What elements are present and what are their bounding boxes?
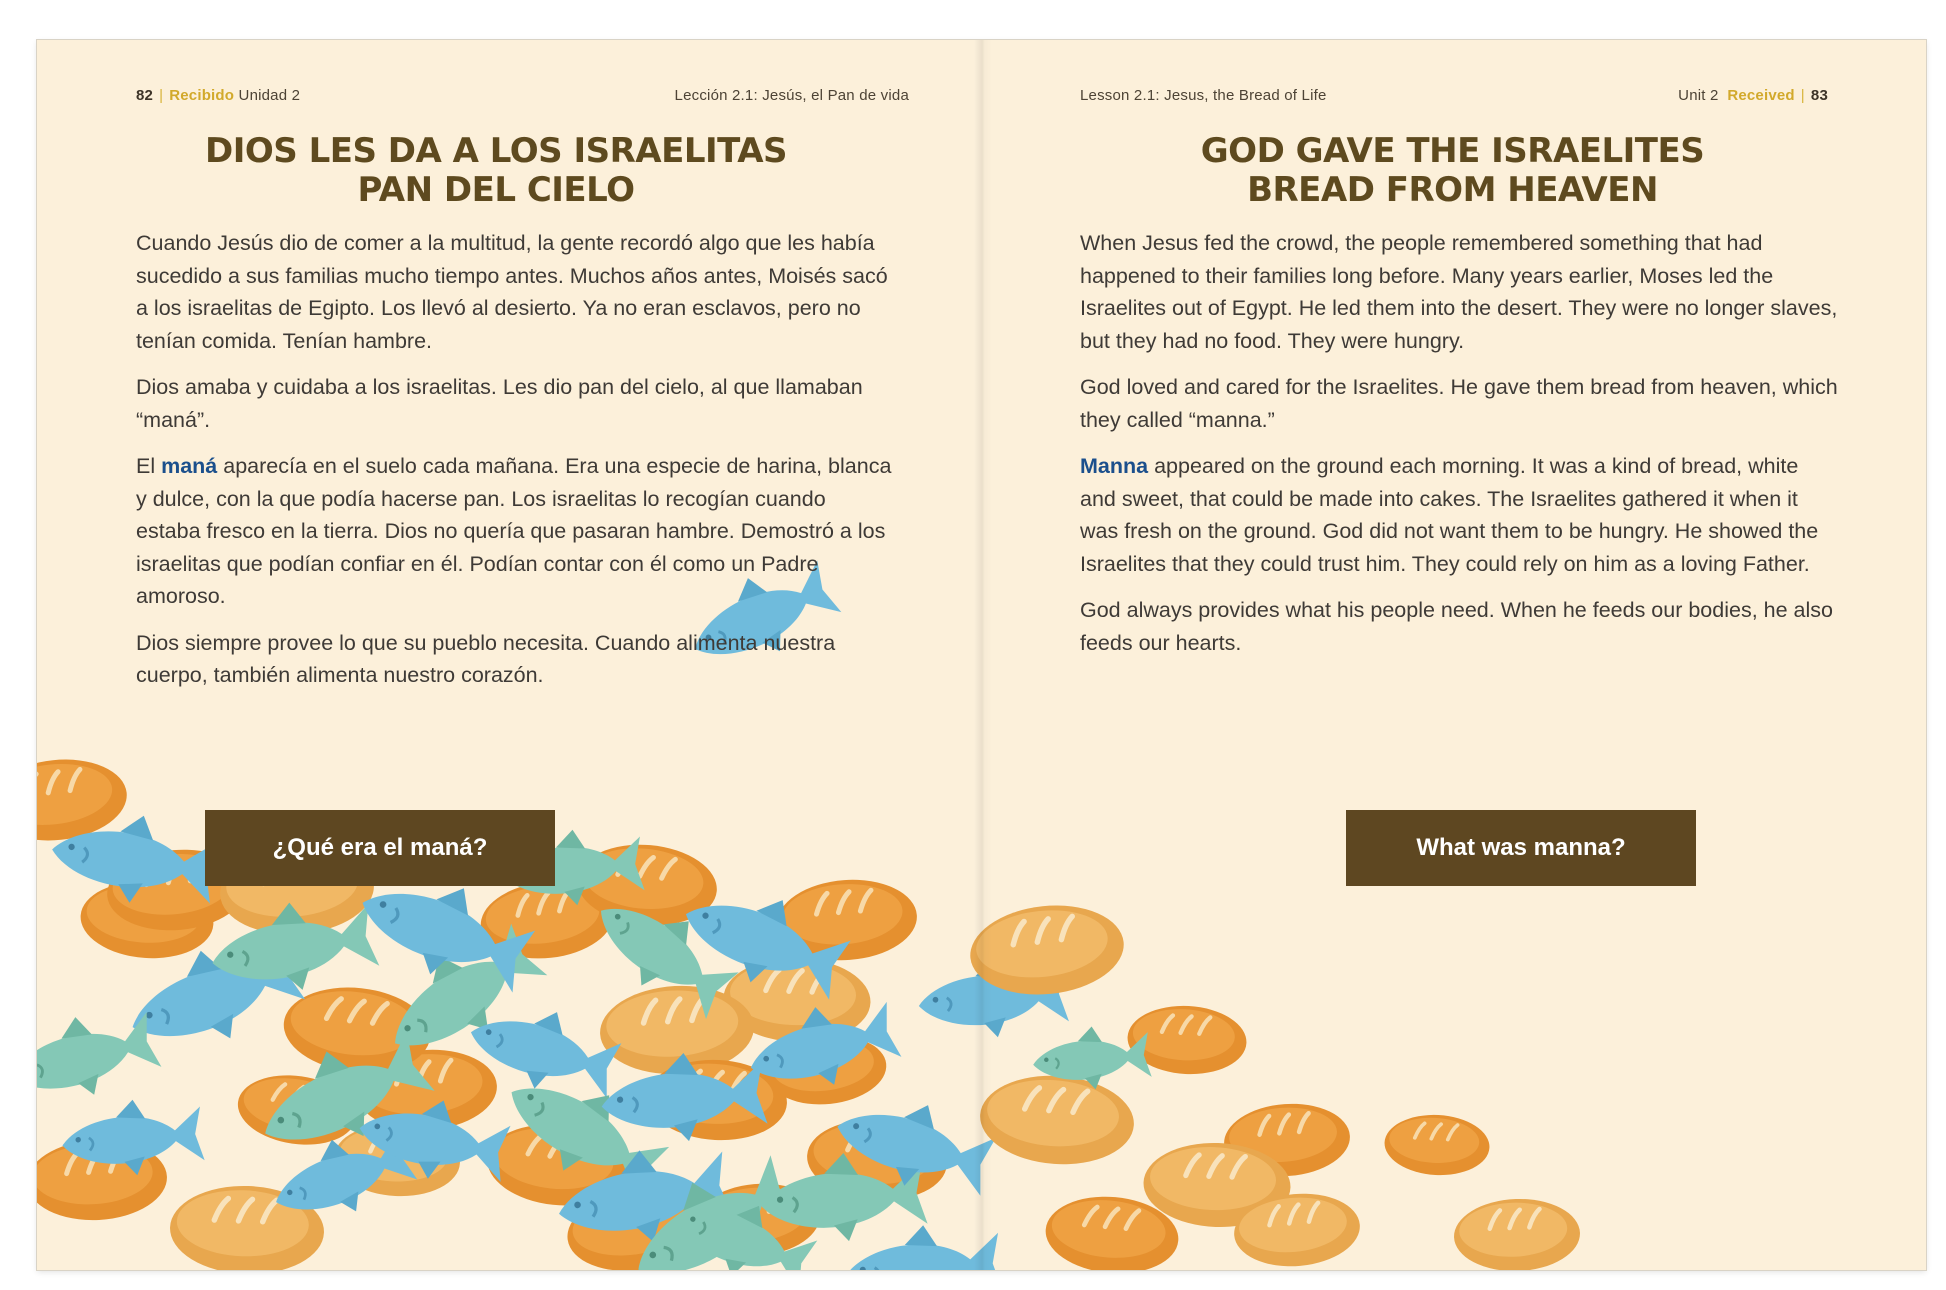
book-title: Recibido <box>169 87 235 104</box>
unit-label: Unit 2 <box>1678 87 1719 104</box>
page-title <box>1080 132 1825 210</box>
paragraph-text: aparecía en el suelo cada mañana. Era una especie de harina, blanca y dulce, con la que podía hacerse pan. Los israelitas lo recogían cuando estaba fresco en la tierra. Dios no quería que pasaran hambre. Demostró a los israelitas que podían confiar en él. Podían contar con él como un Padre amoroso. <box>136 454 892 608</box>
paragraph: God loved and cared for the Israelites. He gave them bread from heaven, which they called “manna.” <box>1080 375 1838 432</box>
header-divider: | <box>159 87 164 104</box>
paragraph <box>136 450 896 613</box>
keyword-term: maná <box>161 454 218 478</box>
keyword-term: Manna <box>1080 454 1149 478</box>
book-spread <box>37 40 1926 1270</box>
paragraph: Dios siempre provee lo que su pueblo necesita. Cuando alimenta nuestra cuerpo, también alimenta nuestro corazón. <box>136 630 836 687</box>
paragraph-text: appeared on the ground each morning. It was a kind of bread, white and sweet, that could be made into cakes. The Israelites gathered it when it was fresh on the ground. God did not want them to be hungry. He showed the Israelites that they could trust him. They could rely on him as a loving Father. <box>1080 454 1819 576</box>
page-number: 83 <box>1810 87 1828 104</box>
body-text <box>1080 227 1840 673</box>
page-title-line-2: PAN DEL CIELO <box>357 170 635 210</box>
paragraph: When Jesus fed the crowd, the people remembered something that had happened to their families long before. Many years earlier, Moses led the Israelites out of Egypt. He led them into the desert. They were no longer slaves, but they had no food. They were hungry. <box>1080 231 1838 353</box>
question-heading-button[interactable]: ¿Qué era el maná? <box>205 810 555 886</box>
page-title-line-1: GOD GAVE THE ISRAELITES <box>1200 131 1705 171</box>
lesson-label: Lección 2.1: Jesús, el Pan de vida <box>674 87 909 104</box>
paragraph: Dios amaba y cuidaba a los israelitas. Les dio pan del cielo, al que llamaban “maná”. <box>136 375 863 432</box>
header-divider: | <box>1800 87 1805 104</box>
book-title: Received <box>1727 87 1795 104</box>
running-header-left <box>136 87 300 104</box>
page-title-line-2: BREAD FROM HEAVEN <box>1247 170 1658 210</box>
right-page <box>982 40 1926 1270</box>
running-header-right <box>1678 87 1828 104</box>
paragraph-text: El <box>136 454 162 478</box>
paragraph: Cuando Jesús dio de comer a la multitud, la gente recordó algo que les había sucedido a sus familias mucho tiempo antes. Muchos años antes, Moisés sacó a los israelitas de Egipto. Los llevó al desierto. Ya no eran esclavos, pero no tenían comida. Tenían hambre. <box>136 231 888 353</box>
left-page <box>37 40 982 1270</box>
page-title-line-1: DIOS LES DA A LOS ISRAELITAS <box>204 131 788 171</box>
body-text <box>136 227 896 706</box>
page-title <box>136 132 856 210</box>
page-number: 82 <box>136 87 154 104</box>
lesson-label: Lesson 2.1: Jesus, the Bread of Life <box>1080 87 1327 104</box>
question-heading-button[interactable]: What was manna? <box>1346 810 1696 886</box>
paragraph: God always provides what his people need. When he feeds our bodies, he also feeds our hearts. <box>1080 598 1833 655</box>
unit-label: Unidad 2 <box>238 87 301 104</box>
paragraph <box>1080 450 1840 580</box>
